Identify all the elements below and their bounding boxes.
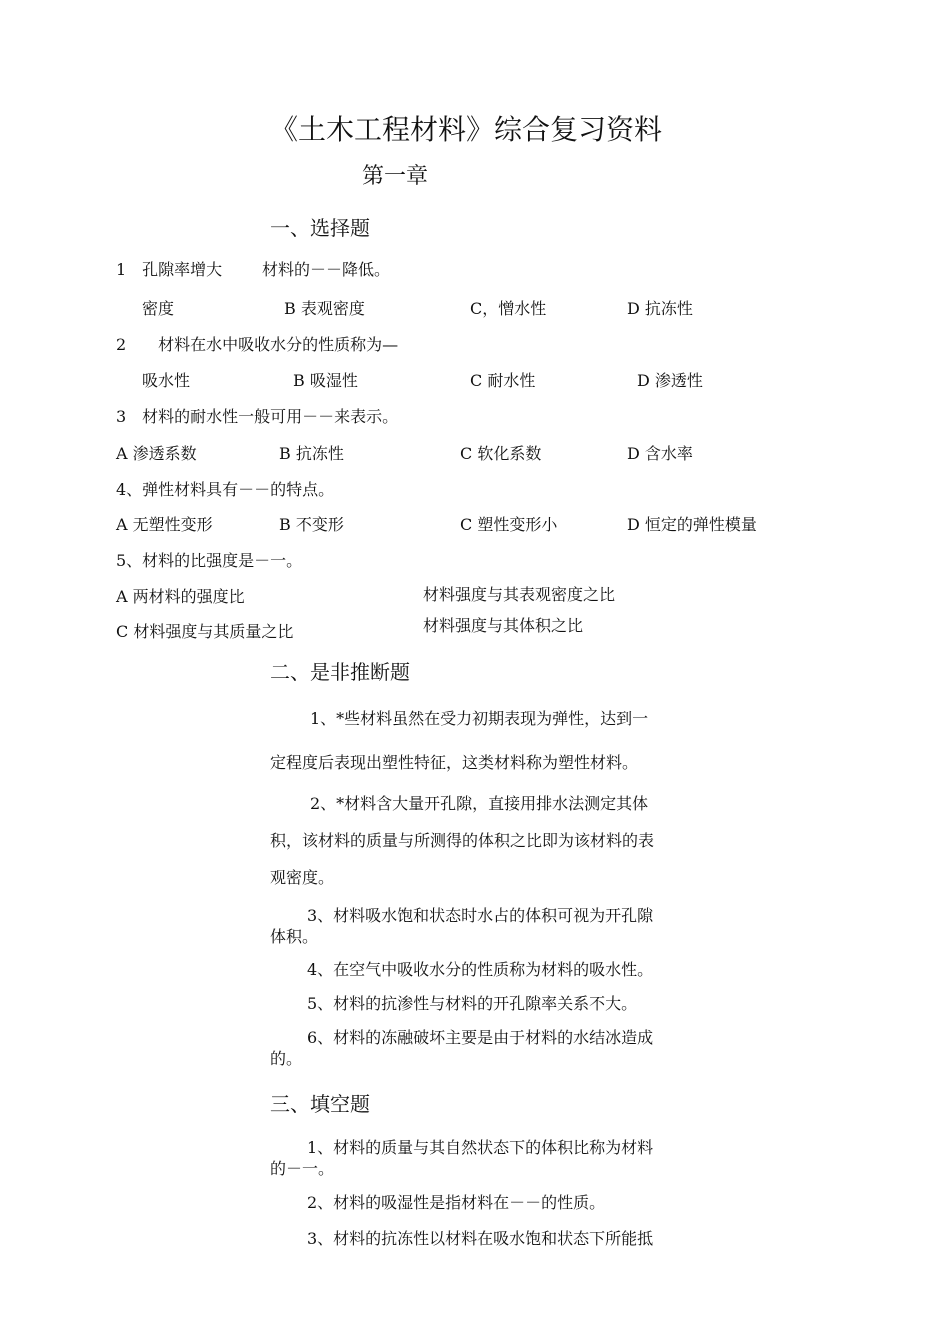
q5-option-a: A 两材料的强度比 [116,587,245,606]
truefalse-line: 2、*材料含大量开孔隙，直接用排水法测定其体 [310,794,649,813]
truefalse-line: 体积。 [270,927,319,946]
fill-line: 的－一。 [270,1159,335,1178]
q4-option-d: D 恒定的弹性模量 [627,515,757,534]
q3-option-c: C 软化系数 [460,444,542,463]
q5-option-b: 材料强度与其表观密度之比 [423,585,616,604]
truefalse-line: 积，该材料的质量与所测得的体积之比即为该材料的表 [270,831,655,850]
q2-option-b: B 吸湿性 [293,371,358,390]
q4-option-a: A 无塑性变形 [116,515,213,534]
truefalse-line: 观密度。 [270,868,335,887]
question-5-stem: 5、材料的比强度是－一。 [116,551,303,570]
section-heading-truefalse: 二、是非推断题 [270,660,410,684]
truefalse-line: 定程度后表现出塑性特征，这类材料称为塑性材料。 [270,753,639,772]
q4-option-c: C 塑性变形小 [460,515,558,534]
section-heading-choice: 一、选择题 [270,216,370,240]
q2-option-d: D 渗透性 [637,371,703,390]
truefalse-line: 1、*些材料虽然在受力初期表现为弹性，达到一 [310,709,649,728]
truefalse-line: 3、材料吸水饱和状态时水占的体积可视为开孔隙 [307,906,654,925]
fill-line: 3、材料的抗冻性以材料在吸水饱和状态下所能抵 [307,1229,654,1248]
truefalse-line: 4、在空气中吸收水分的性质称为材料的吸水性。 [307,960,654,979]
q1-option-d: D 抗冻性 [627,299,693,318]
q3-option-d: D 含水率 [627,444,693,463]
q1-option-a: 密度 [142,299,175,318]
q3-option-a: A 渗透系数 [116,444,197,463]
chapter-heading: 第一章 [362,164,429,189]
q3-option-b: B 抗冻性 [279,444,344,463]
section-heading-fill: 三、填空题 [270,1092,370,1116]
question-4-stem: 4、弹性材料具有－－的特点。 [116,480,335,499]
question-1-stem-b: 材料的－－降低。 [262,260,391,279]
document-title: 《土木工程材料》综合复习资料 [270,113,663,146]
q5-option-d: 材料强度与其体积之比 [423,616,584,635]
question-1-stem-a: 1 孔隙率增大 [116,260,223,279]
truefalse-line: 的。 [270,1049,303,1068]
truefalse-line: 6、材料的冻融破坏主要是由于材料的水结冰造成 [307,1028,654,1047]
fill-line: 1、材料的质量与其自然状态下的体积比称为材料 [307,1138,654,1157]
question-3-stem: 3 材料的耐水性一般可用－－来表示。 [116,407,399,426]
q1-option-c: C，憎水性 [470,299,547,318]
question-2-stem: 2 材料在水中吸收水分的性质称为— [116,335,399,354]
q4-option-b: B 不变形 [279,515,344,534]
q1-option-b: B 表观密度 [284,299,365,318]
fill-line: 2、材料的吸湿性是指材料在－－的性质。 [307,1193,606,1212]
truefalse-line: 5、材料的抗渗性与材料的开孔隙率关系不大。 [307,994,638,1013]
q2-option-a: 吸水性 [142,371,191,390]
q5-option-c: C 材料强度与其质量之比 [116,622,294,641]
q2-option-c: C 耐水性 [470,371,536,390]
